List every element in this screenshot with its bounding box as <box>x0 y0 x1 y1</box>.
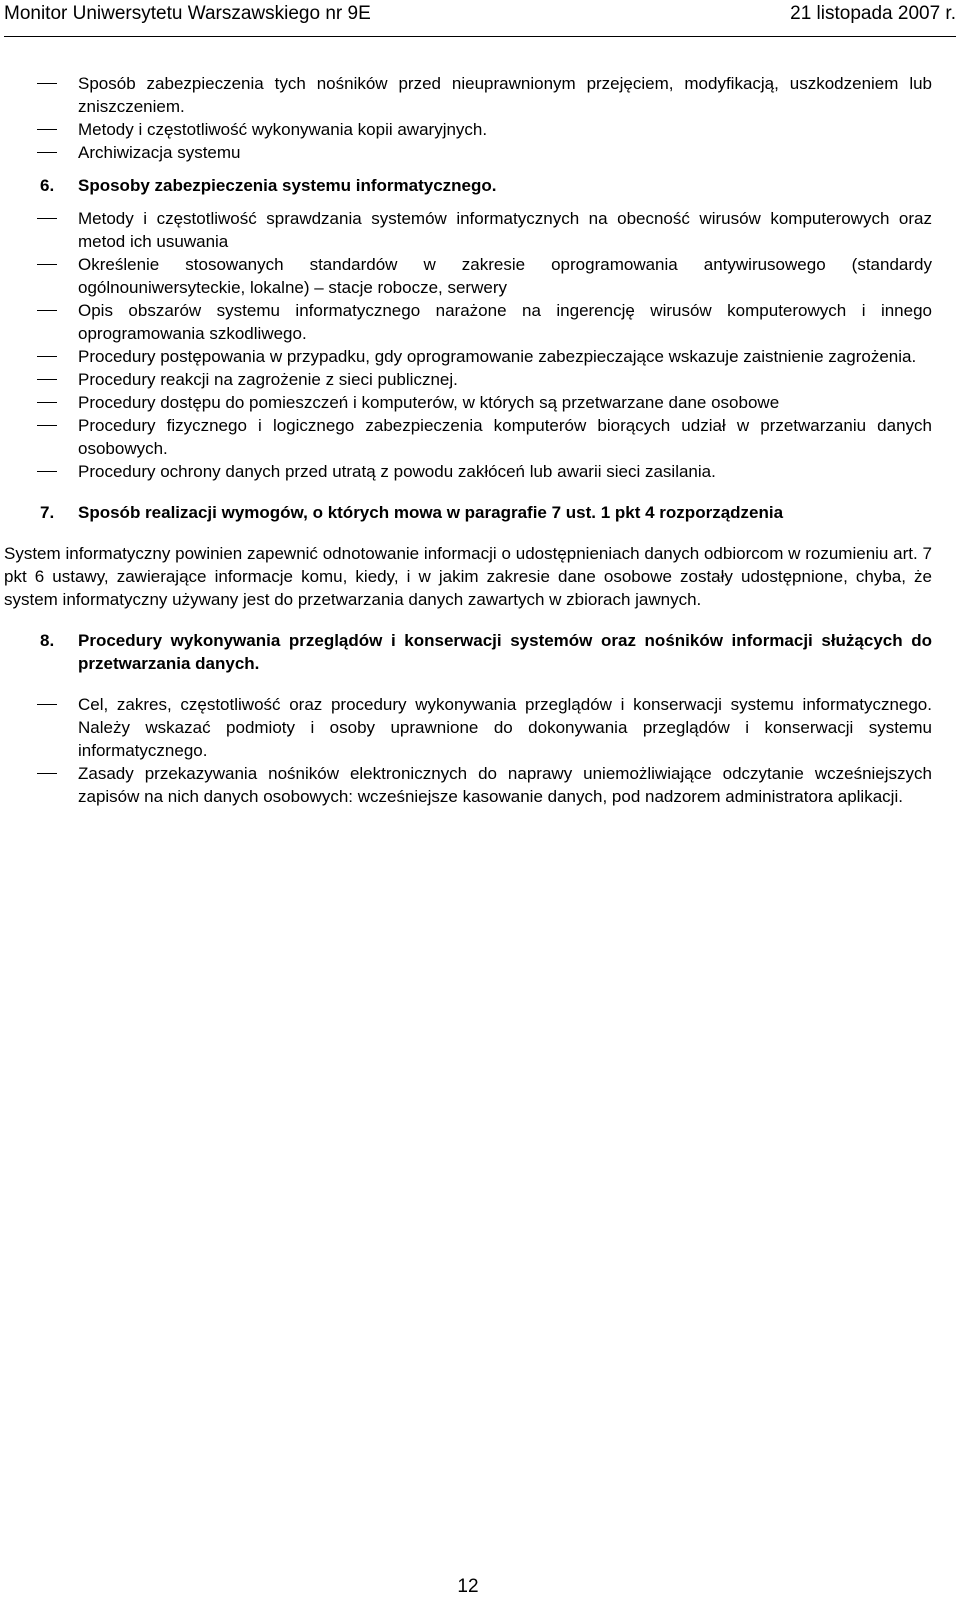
section-number: 8. <box>40 631 55 650</box>
section-7-heading <box>4 501 932 524</box>
section-number: 7. <box>40 503 55 522</box>
top-bullet-list <box>4 72 932 164</box>
section-title: Procedury wykonywania przeglądów i konserwacji systemów oraz nośników informacji służących do przetwarzania danych. <box>78 631 932 673</box>
page-header <box>4 0 956 37</box>
section-number: 6. <box>40 176 55 195</box>
list-item: Cel, zakres, częstotliwość oraz procedury wykonywania przeglądów i konserwacji systemu informatycznego. Należy wskazać podmioty i osoby uprawnione do dokonywania przeglądów i konserwacji systemu informatycznego. <box>4 693 932 762</box>
list-item: Archiwizacja systemu <box>4 141 932 164</box>
list-item: Sposób zabezpieczenia tych nośników przed nieuprawnionym przejęciem, modyfikacją, uszkodzeniem lub zniszczeniem. <box>4 72 932 118</box>
section-8-list <box>4 693 932 808</box>
list-item: Metody i częstotliwość wykonywania kopii awaryjnych. <box>4 118 932 141</box>
section-7-paragraph: System informatyczny powinien zapewnić odnotowanie informacji o udostępnieniach danych odbiorcom w rozumieniu art. 7 pkt 6 ustawy, zawierające informacje komu, kiedy, i w jakim zakresie dane osobowe zostały udostępnione, chyba, że system informatyczny używany jest do przetwarzania danych zawartych w zbiorach jawnych. <box>4 544 932 609</box>
list-item: Procedury postępowania w przypadku, gdy oprogramowanie zabezpieczające wskazuje zaistnienie zagrożenia. <box>4 345 932 368</box>
list-item: Zasady przekazywania nośników elektronicznych do naprawy uniemożliwiające odczytanie wcześniejszych zapisów na nich danych osobowych: wcześniejsze kasowanie danych, pod nadzorem administratora aplikacji. <box>4 762 932 808</box>
list-item: Procedury fizycznego i logicznego zabezpieczenia komputerów biorących udział w przetwarzaniu danych osobowych. <box>4 414 932 460</box>
header-publication-title: Monitor Uniwersytetu Warszawskiego nr 9E <box>4 3 371 24</box>
list-item: Metody i częstotliwość sprawdzania systemów informatycznych na obecność wirusów komputerowych oraz metod ich usuwania <box>4 207 932 253</box>
section-title: Sposób realizacji wymogów, o których mowa w paragrafie 7 ust. 1 pkt 4 rozporządzenia <box>78 503 784 522</box>
section-title: Sposoby zabezpieczenia systemu informatycznego. <box>78 176 497 195</box>
document-body <box>4 72 932 808</box>
list-item: Określenie stosowanych standardów w zakresie oprogramowania antywirusowego (standardy ogólnouniwersyteckie, lokalne) – stacje robocze, serwery <box>4 253 932 299</box>
list-item: Procedury reakcji na zagrożenie z sieci publicznej. <box>4 368 932 391</box>
section-6-list <box>4 207 932 483</box>
list-item: Procedury ochrony danych przed utratą z powodu zakłóceń lub awarii sieci zasilania. <box>4 460 932 483</box>
list-item: Opis obszarów systemu informatycznego narażone na ingerencję wirusów komputerowych i innego oprogramowania szkodliwego. <box>4 299 932 345</box>
header-date: 21 listopada 2007 r. <box>790 3 956 24</box>
page-number: 12 <box>457 1576 479 1597</box>
list-item: Procedury dostępu do pomieszczeń i komputerów, w których są przetwarzane dane osobowe <box>4 391 932 414</box>
section-8-heading <box>4 629 932 675</box>
section-6-heading <box>4 174 932 197</box>
